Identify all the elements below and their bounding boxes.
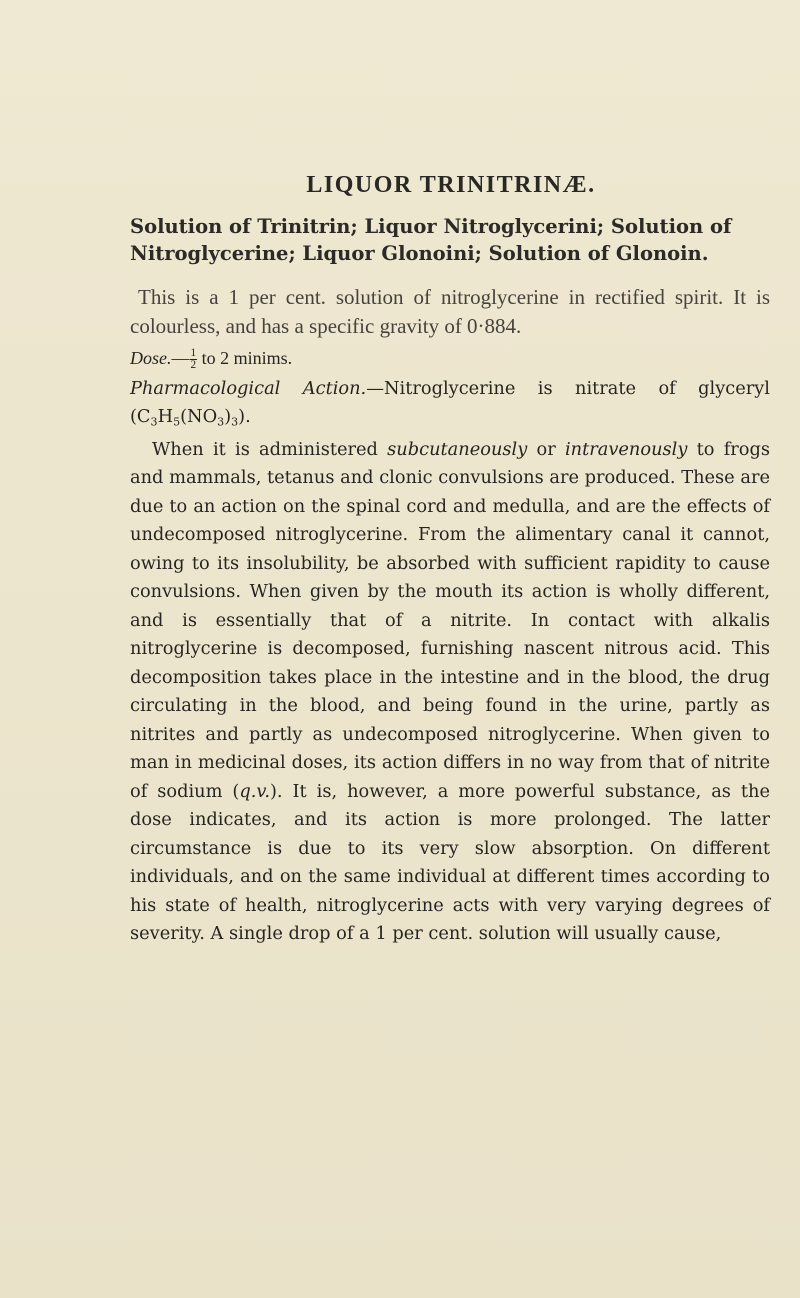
main-paragraph-or: or [527,438,565,460]
description-paragraph: This is a 1 per cent. solution of nitroglycerine in rectified spirit. It is colourless, and has a specific gravity of 0·884. [130,285,770,338]
dose-fraction-numerator: 1 [190,346,197,359]
main-paragraph-lead: When it is administered [152,438,388,460]
formula-sub-c: 3 [150,415,158,429]
subcutaneously-term: subcutaneously [387,438,528,460]
pharmacological-paragraph [130,375,770,432]
main-paragraph-part1: to frogs and mammals, tetanus and clonic convulsions are produced. These are due to an action on the spinal cord and medulla, and are the effects of undecomposed nitroglycerine. From the alimentary canal it cannot, owing to its insolubility, be absorbed with sufficient rapidity to cause convulsions. When given by the mouth its action is wholly different, and is essentially that of a nitrite. In contact with alkalis nitroglycerine is decomposed, furnishing nascent nitrous acid. This decomposition takes place in the intestine and in the blood, the drug circulating in the blood, and being found in the urine, partly as nitrites and partly as undecomposed nitroglycerine. When given to man in medicinal doses, its action differs in no way from that of nitrite of sodium ( [130,438,771,802]
pharmacological-dash: — [366,377,384,399]
main-paragraph [130,436,770,949]
synonyms-paragraph: Solution of Trinitrin; Liquor Nitroglycerini; Solution of Nitroglycerine; Liquor Glonoini; Solution of Glonoin. [130,215,732,265]
intravenously-term: intravenously [564,438,688,460]
qv-reference: q.v. [239,780,270,802]
formula-sub-group: 3 [231,415,239,429]
formula-no: (NO [180,406,218,427]
page-title: LIQUOR TRINITRINÆ. [306,172,596,198]
dose-label: Dose. [130,348,172,368]
formula-sub-o: 3 [217,415,225,429]
formula-h: H [157,406,174,427]
pharmacological-label: Pharmacological Action. [130,377,367,399]
dose-fraction-denominator: 2 [190,358,197,371]
main-paragraph-part2: ). It is, however, a more powerful substance, as the dose indicates, and its action is more prolonged. The latter circumstance is due to its very slow absorption. On different individuals, and on the same individual at different times according to his state of health, nitroglycerine acts with very varying degrees of severity. A single drop of a 1 per cent. solution will usually cause, [130,780,770,944]
dose-paragraph [130,344,770,373]
page-content [130,172,770,949]
dose-dash: — [171,348,190,368]
formula-sub-h: 5 [173,415,181,429]
dose-text: to 2 minims. [197,348,293,368]
pharmacological-text: Nitroglycerine is nitrate of glyceryl (C [130,377,770,427]
formula-paren: ) [224,406,232,427]
dose-fraction [190,348,198,371]
formula-end: ). [238,406,251,427]
